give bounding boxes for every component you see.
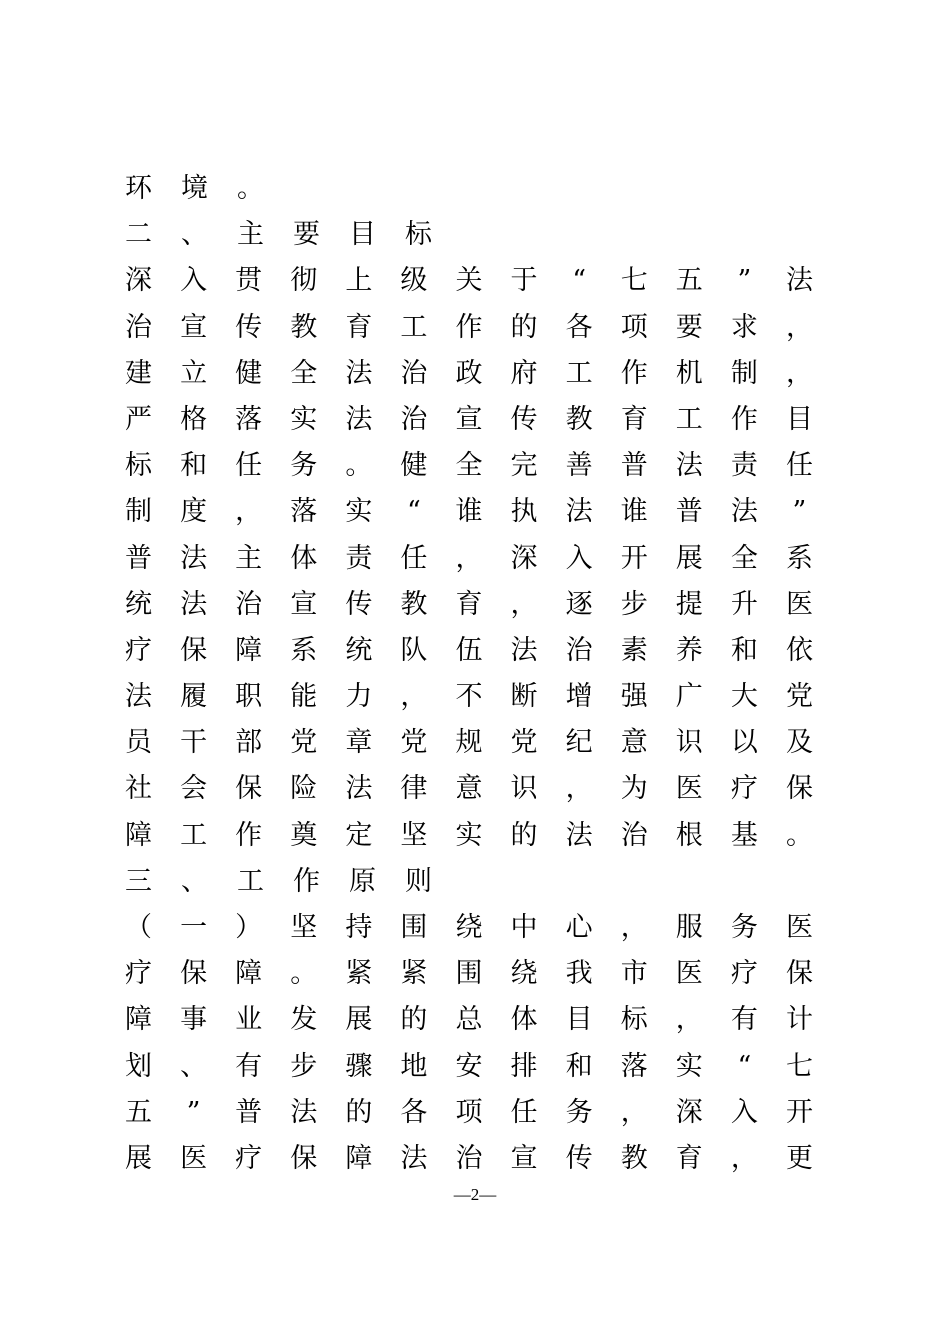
text-line: 环 境 。 [125, 173, 264, 204]
text-line: 标 和 任 务 。 健 全 完 善 普 法 责 任 [125, 450, 813, 482]
text-line: 障 事 业 发 展 的 总 体 目 标 ， 有 计 [125, 1004, 813, 1036]
text-line: 疗 保 障 。 紧 紧 围 绕 我 市 医 疗 保 [125, 958, 813, 990]
text-line: 员 干 部 党 章 党 规 党 纪 意 识 以 及 [125, 727, 813, 759]
text-line: 障 工 作 奠 定 坚 实 的 法 治 根 基 。 [125, 819, 813, 851]
text-line: （ 一 ） 坚 持 围 绕 中 心 ， 服 务 医 [125, 912, 813, 943]
text-line: 严 格 落 实 法 治 宣 传 教 育 工 作 目 [125, 403, 813, 435]
page-number: —2— [453, 1185, 497, 1204]
text-line: 划 、 有 步 骤 地 安 排 和 落 实 “ 七 [125, 1050, 813, 1082]
text-line: 展 医 疗 保 障 法 治 宣 传 教 育 ， 更 [125, 1142, 813, 1174]
text-line: 建 立 健 全 法 治 政 府 工 作 机 制 ， [125, 357, 813, 389]
text-line: 治 宣 传 教 育 工 作 的 各 项 要 求 ， [125, 311, 813, 343]
text-line: 普 法 主 体 责 任 ， 深 入 开 展 全 系 [125, 542, 813, 574]
text-line: 五 ” 普 法 的 各 项 任 务 ， 深 入 开 [125, 1096, 813, 1128]
text-line: 统 法 治 宣 传 教 育 ， 逐 步 提 升 医 [125, 588, 813, 620]
body-text [124, 166, 814, 1182]
text-line: 制 度 ， 落 实 “ 谁 执 法 谁 普 法 ” [125, 496, 807, 528]
text-line: 社 会 保 险 法 律 意 识 ， 为 医 疗 保 [125, 773, 813, 805]
text-line: 二 、 主 要 目 标 [125, 219, 432, 251]
text-line: 深 入 贯 彻 上 级 关 于 “ 七 五 ” 法 [125, 265, 813, 297]
text-line: 疗 保 障 系 统 队 伍 法 治 素 养 和 依 [125, 634, 813, 666]
text-line: 法 履 职 能 力 ， 不 断 增 强 广 大 党 [125, 681, 813, 713]
text-line: 三 、 工 作 原 则 [125, 865, 432, 897]
